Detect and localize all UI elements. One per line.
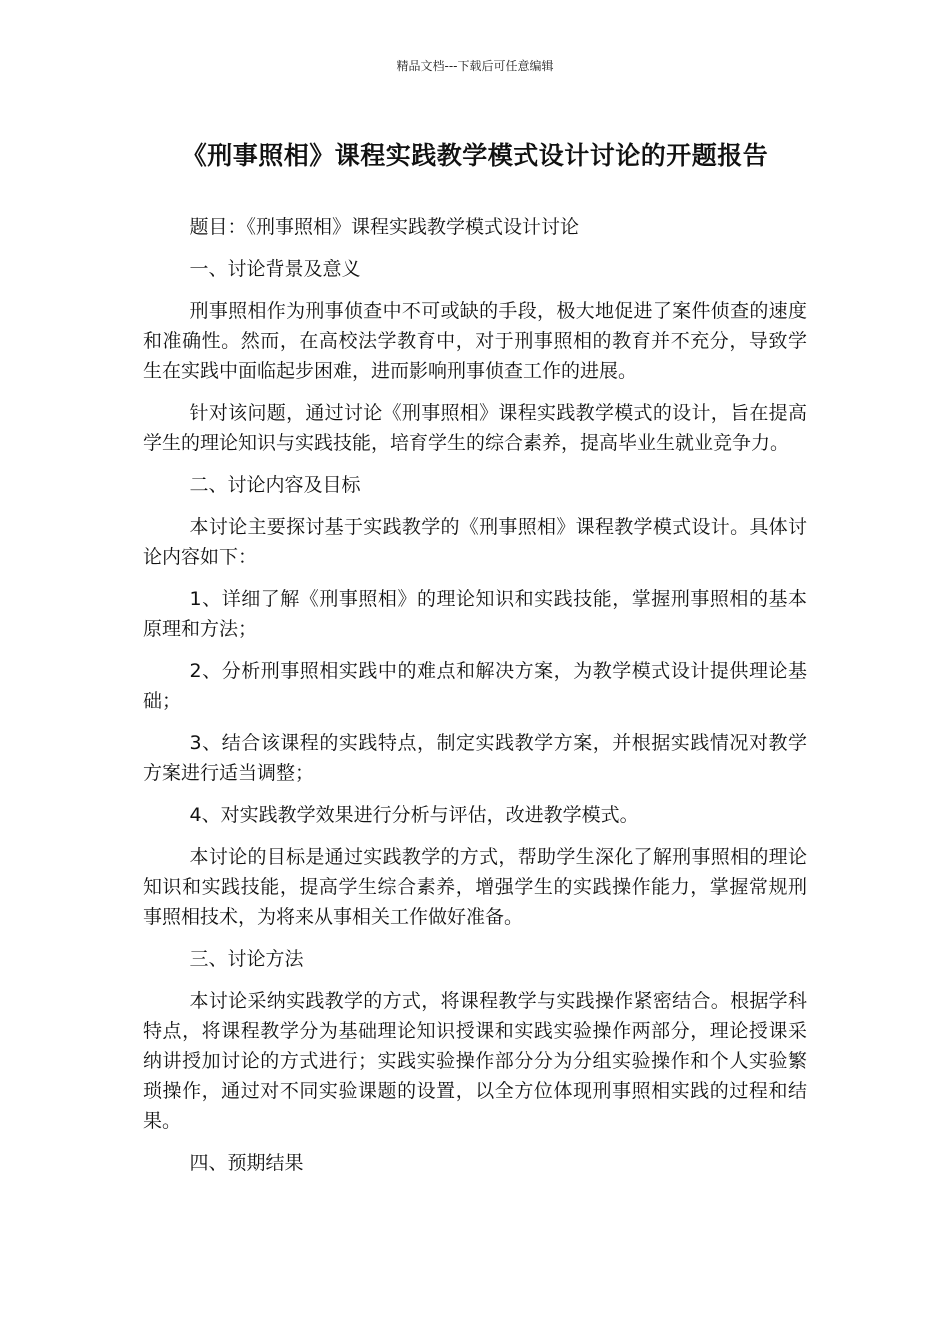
paragraph-goals: 本讨论的目标是通过实践教学的方式，帮助学生深化了解刑事照相的理论知识和实践技能，提高学生综合素养，增强学生的实践操作能力，掌握常规刑事照相技术，为将来从事相关工作做好准备。 [143,846,807,928]
section-heading-method: 三、讨论方法 [189,948,304,970]
list-item-1: 1、详细了解《刑事照相》的理论知识和实践技能，掌握刑事照相的基本原理和方法； [143,588,807,640]
paragraph-background-2: 针对该问题，通过讨论《刑事照相》课程实践教学模式的设计，旨在提高学生的理论知识与实践技能，培育学生的综合素养，提高毕业生就业竞争力。 [143,402,807,454]
topic-line: 题目：《刑事照相》课程实践教学模式设计讨论 [189,216,580,238]
list-item-4: 4、对实践教学效果进行分析与评估，改进教学模式。 [189,804,639,826]
paragraph-content-intro: 本讨论主要探讨基于实践教学的《刑事照相》课程教学模式设计。具体讨论内容如下： [143,516,807,568]
document-body [143,212,807,1190]
section-heading-background: 一、讨论背景及意义 [189,258,361,280]
list-item-2: 2、分析刑事照相实践中的难点和解决方案，为教学模式设计提供理论基础； [143,660,807,712]
section-heading-content: 二、讨论内容及目标 [189,474,361,496]
section-heading-results: 四、预期结果 [189,1152,304,1174]
document-title: 《刑事照相》课程实践教学模式设计讨论的开题报告 [181,141,769,170]
header-note: 精品文档---下载后可任意编辑 [396,59,554,73]
paragraph-background-1: 刑事照相作为刑事侦查中不可或缺的手段，极大地促进了案件侦查的速度和准确性。然而，在高校法学教育中，对于刑事照相的教育并不充分，导致学生在实践中面临起步困难，进而影响刑事侦查工作的进展。 [143,300,807,382]
paragraph-method: 本讨论采纳实践教学的方式，将课程教学与实践操作紧密结合。根据学科特点，将课程教学分为基础理论知识授课和实践实验操作两部分，理论授课采纳讲授加讨论的方式进行；实践实验操作部分分为分组实验操作和个人实验繁琐操作，通过对不同实验课题的设置，以全方位体现刑事照相实践的过程和结果。 [143,990,807,1132]
list-item-3: 3、结合该课程的实践特点，制定实践教学方案，并根据实践情况对教学方案进行适当调整； [143,732,807,784]
